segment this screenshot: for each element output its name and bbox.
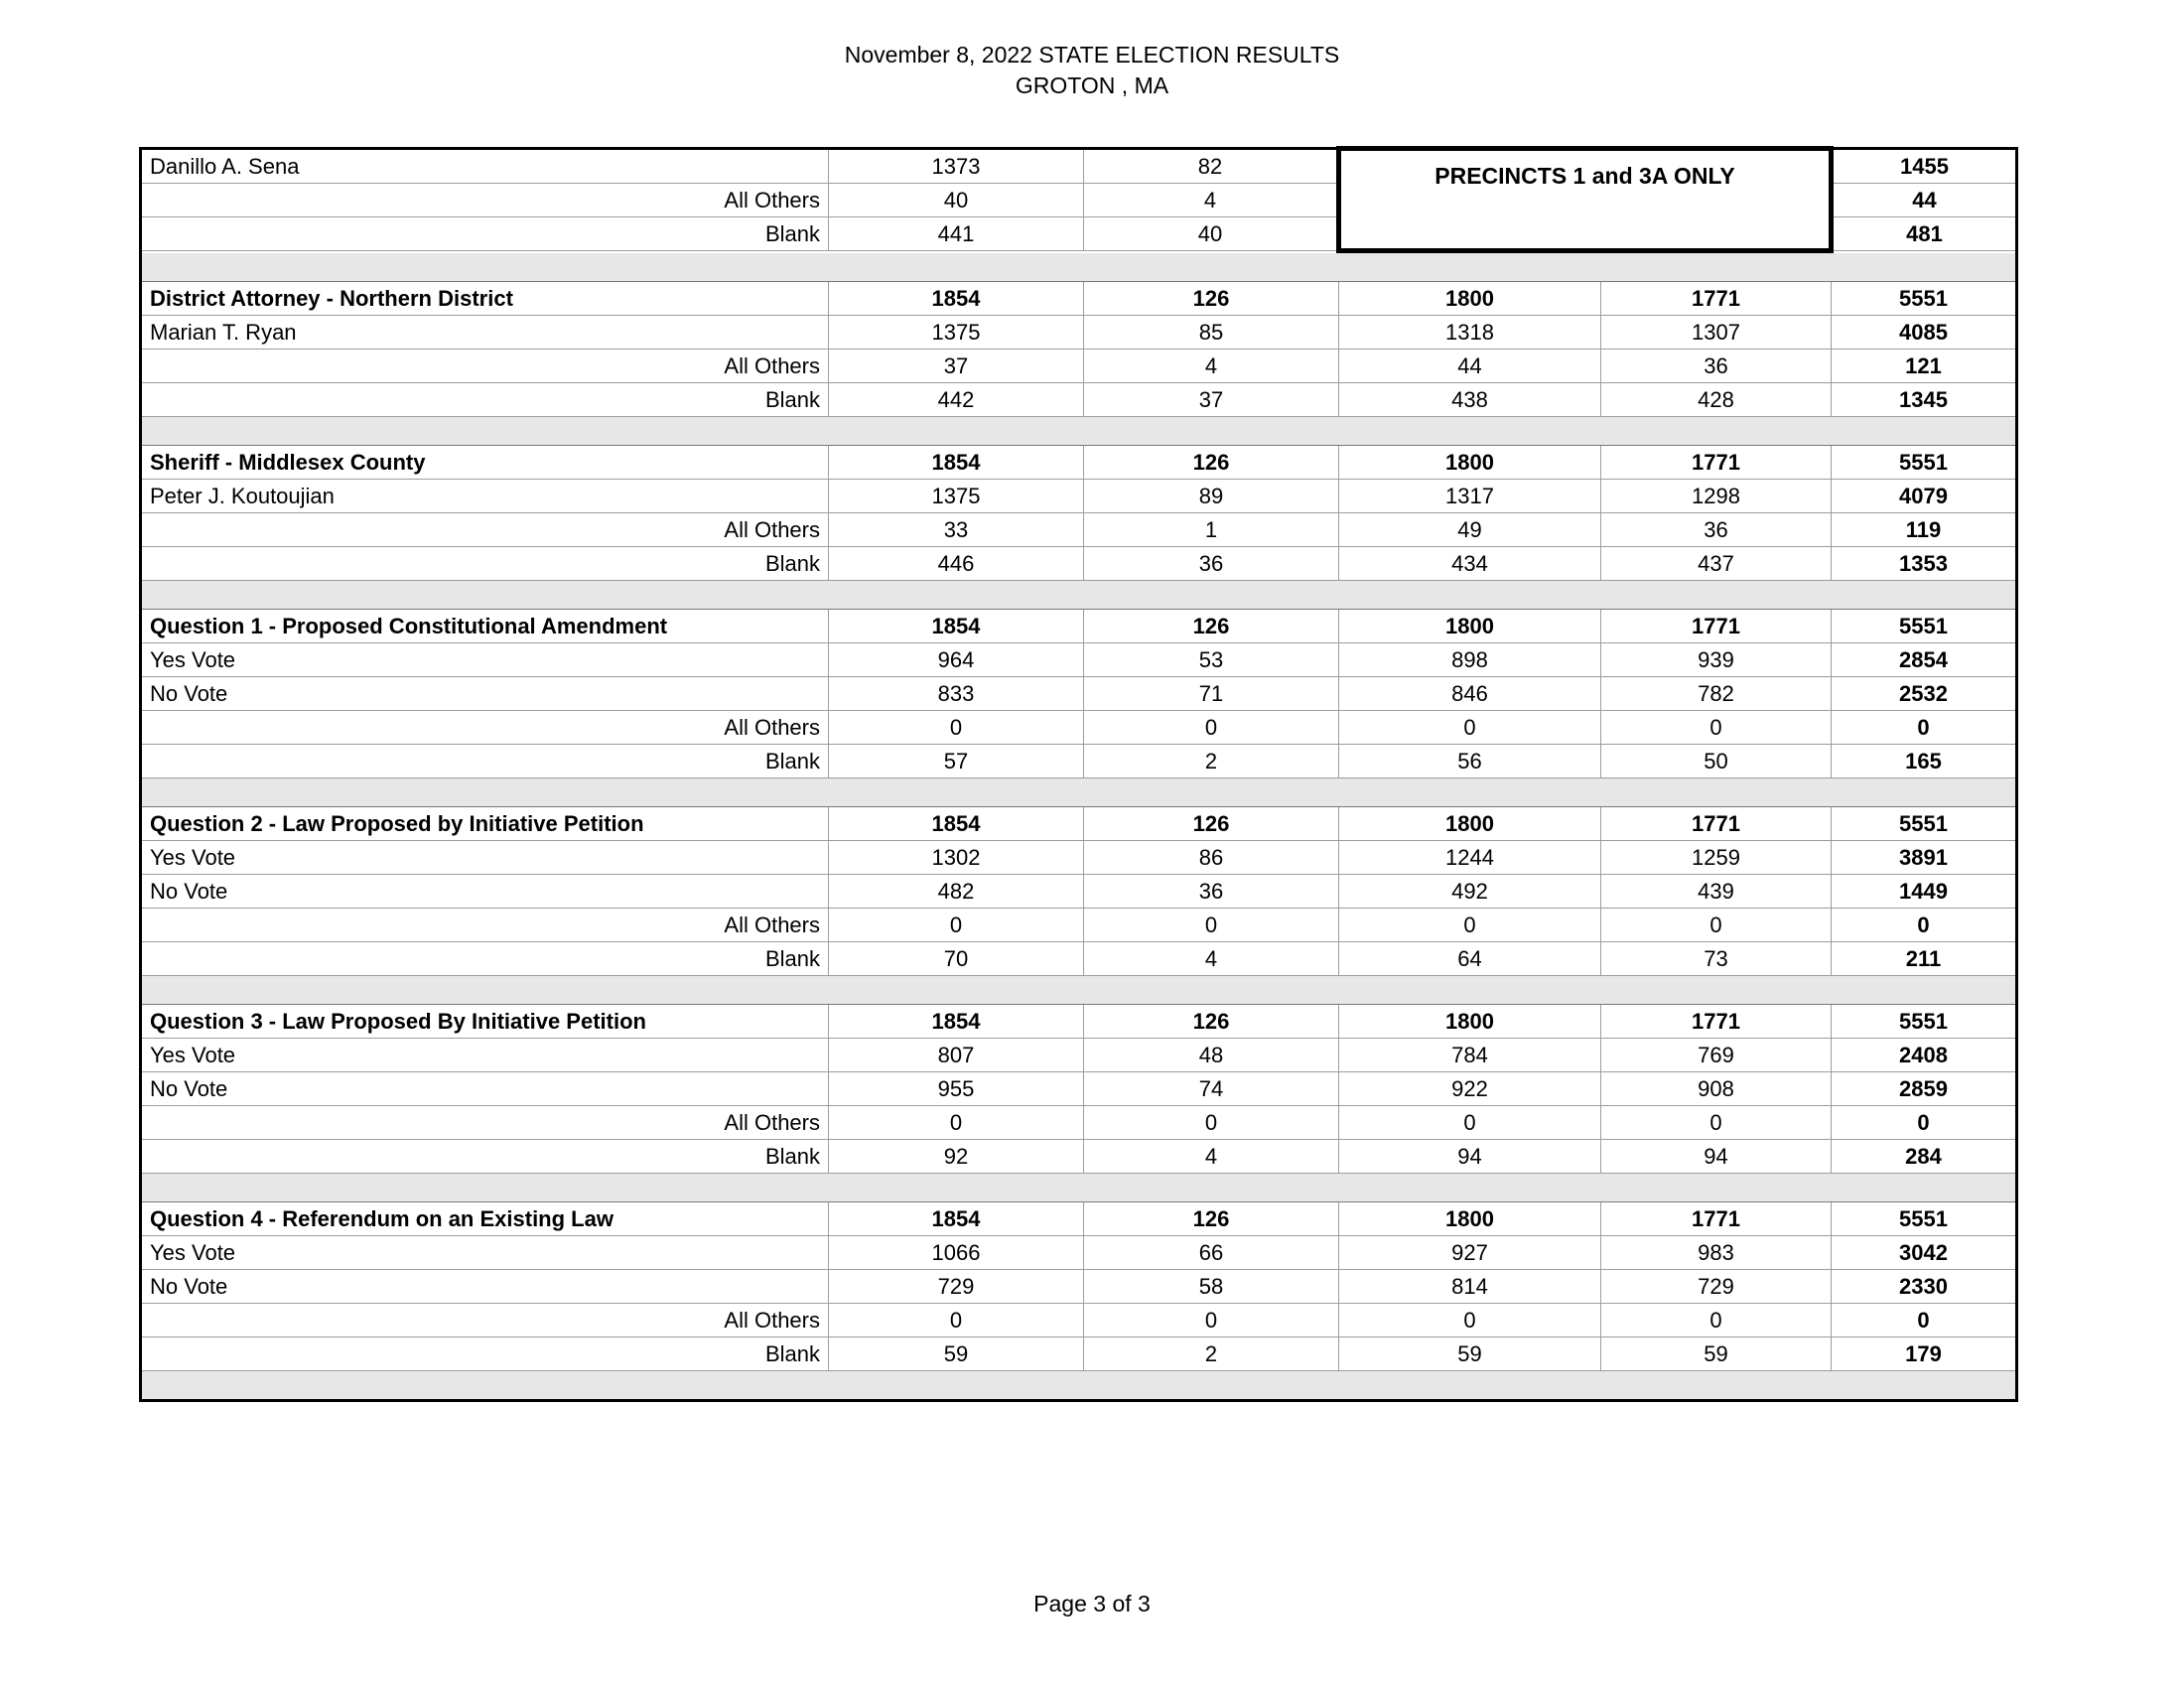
candidate-label-cell: All Others	[141, 909, 829, 942]
vote-count-cell: 729	[1601, 1270, 1832, 1304]
ballots-cast-cell: 126	[1084, 446, 1339, 480]
separator-row	[141, 251, 2017, 282]
candidate-label-cell: Blank	[141, 383, 829, 417]
vote-count-cell: 59	[829, 1337, 1084, 1371]
table-row	[141, 383, 2017, 417]
candidate-label-cell: Blank	[141, 217, 829, 251]
vote-count-cell: 0	[1339, 909, 1601, 942]
table-row	[141, 480, 2017, 513]
vote-count-cell: 64	[1339, 942, 1601, 976]
vote-count-cell: 1302	[829, 841, 1084, 875]
candidate-label-cell: Yes Vote	[141, 1039, 829, 1072]
separator-row	[141, 1174, 2017, 1202]
vote-count-cell: 1259	[1601, 841, 1832, 875]
vote-count-cell: 0	[829, 909, 1084, 942]
separator-row	[141, 581, 2017, 610]
ballots-cast-cell: 1800	[1339, 1202, 1601, 1236]
ballots-cast-cell: 5551	[1832, 610, 2017, 643]
total-cell: 1449	[1832, 875, 2017, 909]
separator-cell	[141, 1174, 2017, 1202]
candidate-label-cell: Peter J. Koutoujian	[141, 480, 829, 513]
vote-count-cell: 438	[1339, 383, 1601, 417]
total-cell: 2859	[1832, 1072, 2017, 1106]
ballots-cast-cell: 126	[1084, 610, 1339, 643]
vote-count-cell: 36	[1084, 547, 1339, 581]
vote-count-cell: 2	[1084, 1337, 1339, 1371]
vote-count-cell: 40	[1084, 217, 1339, 251]
candidate-label-cell: No Vote	[141, 875, 829, 909]
vote-count-cell: 4	[1084, 184, 1339, 217]
ballots-cast-cell: 1800	[1339, 807, 1601, 841]
race-title-cell: Question 1 - Proposed Constitutional Amendment	[141, 610, 829, 643]
vote-count-cell: 59	[1339, 1337, 1601, 1371]
vote-count-cell: 36	[1601, 513, 1832, 547]
vote-count-cell: 50	[1601, 745, 1832, 778]
total-cell: 2532	[1832, 677, 2017, 711]
table-row	[141, 909, 2017, 942]
total-cell: 1345	[1832, 383, 2017, 417]
vote-count-cell: 36	[1601, 350, 1832, 383]
vote-count-cell: 0	[1601, 711, 1832, 745]
ballots-cast-cell: 1800	[1339, 446, 1601, 480]
ballots-cast-cell: 1800	[1339, 1005, 1601, 1039]
vote-count-cell: 922	[1339, 1072, 1601, 1106]
ballots-cast-cell: 1854	[829, 807, 1084, 841]
separator-row	[141, 976, 2017, 1005]
separator-row	[141, 778, 2017, 807]
ballots-cast-cell: 1771	[1601, 1005, 1832, 1039]
section-header-row	[141, 1005, 2017, 1039]
vote-count-cell: 1066	[829, 1236, 1084, 1270]
candidate-label-cell: No Vote	[141, 1270, 829, 1304]
vote-count-cell: 0	[829, 1106, 1084, 1140]
vote-count-cell: 0	[1084, 711, 1339, 745]
ballots-cast-cell: 5551	[1832, 1202, 2017, 1236]
vote-count-cell: 492	[1339, 875, 1601, 909]
vote-count-cell: 4	[1084, 942, 1339, 976]
vote-count-cell: 807	[829, 1039, 1084, 1072]
total-cell: 119	[1832, 513, 2017, 547]
vote-count-cell: 434	[1339, 547, 1601, 581]
vote-count-cell: 0	[1339, 1304, 1601, 1337]
vote-count-cell: 939	[1601, 643, 1832, 677]
vote-count-cell: 94	[1339, 1140, 1601, 1174]
candidate-label-cell: Yes Vote	[141, 841, 829, 875]
vote-count-cell: 1318	[1339, 316, 1601, 350]
vote-count-cell: 833	[829, 677, 1084, 711]
vote-count-cell: 74	[1084, 1072, 1339, 1106]
precincts-note: PRECINCTS 1 and 3A ONLY	[1339, 149, 1832, 251]
table-row	[141, 149, 2017, 184]
section-header-row	[141, 807, 2017, 841]
ballots-cast-cell: 5551	[1832, 282, 2017, 316]
vote-count-cell: 70	[829, 942, 1084, 976]
candidate-label-cell: Danillo A. Sena	[141, 149, 829, 184]
total-cell: 2854	[1832, 643, 2017, 677]
vote-count-cell: 729	[829, 1270, 1084, 1304]
total-cell: 121	[1832, 350, 2017, 383]
candidate-label-cell: All Others	[141, 1106, 829, 1140]
vote-count-cell: 1	[1084, 513, 1339, 547]
vote-count-cell: 0	[1084, 909, 1339, 942]
vote-count-cell: 37	[829, 350, 1084, 383]
ballots-cast-cell: 1771	[1601, 446, 1832, 480]
vote-count-cell: 94	[1601, 1140, 1832, 1174]
candidate-label-cell: Yes Vote	[141, 1236, 829, 1270]
vote-count-cell: 1317	[1339, 480, 1601, 513]
vote-count-cell: 0	[829, 711, 1084, 745]
table-row	[141, 1140, 2017, 1174]
vote-count-cell: 441	[829, 217, 1084, 251]
ballots-cast-cell: 1800	[1339, 610, 1601, 643]
table-row	[141, 1072, 2017, 1106]
ballots-cast-cell: 126	[1084, 1202, 1339, 1236]
table-row	[141, 547, 2017, 581]
vote-count-cell: 439	[1601, 875, 1832, 909]
race-title-cell: Question 2 - Law Proposed by Initiative Petition	[141, 807, 829, 841]
total-cell: 1353	[1832, 547, 2017, 581]
total-cell: 0	[1832, 909, 2017, 942]
ballots-cast-cell: 126	[1084, 1005, 1339, 1039]
total-cell: 4085	[1832, 316, 2017, 350]
vote-count-cell: 955	[829, 1072, 1084, 1106]
race-title-cell: District Attorney - Northern District	[141, 282, 829, 316]
table-row	[141, 942, 2017, 976]
vote-count-cell: 908	[1601, 1072, 1832, 1106]
vote-count-cell: 846	[1339, 677, 1601, 711]
vote-count-cell: 482	[829, 875, 1084, 909]
race-title-cell: Sheriff - Middlesex County	[141, 446, 829, 480]
total-cell: 179	[1832, 1337, 2017, 1371]
ballots-cast-cell: 1800	[1339, 282, 1601, 316]
separator-row	[141, 417, 2017, 446]
table-row	[141, 1106, 2017, 1140]
ballots-cast-cell: 126	[1084, 807, 1339, 841]
ballots-cast-cell: 5551	[1832, 807, 2017, 841]
vote-count-cell: 1307	[1601, 316, 1832, 350]
candidate-label-cell: Blank	[141, 547, 829, 581]
separator-cell	[141, 581, 2017, 610]
vote-count-cell: 36	[1084, 875, 1339, 909]
table-row	[141, 841, 2017, 875]
vote-count-cell: 784	[1339, 1039, 1601, 1072]
vote-count-cell: 48	[1084, 1039, 1339, 1072]
page-footer: Page 3 of 3	[1033, 1591, 1151, 1617]
candidate-label-cell: No Vote	[141, 1072, 829, 1106]
vote-count-cell: 442	[829, 383, 1084, 417]
total-cell: 4079	[1832, 480, 2017, 513]
candidate-label-cell: Blank	[141, 942, 829, 976]
table-row	[141, 350, 2017, 383]
vote-count-cell: 89	[1084, 480, 1339, 513]
vote-count-cell: 44	[1339, 350, 1601, 383]
vote-count-cell: 59	[1601, 1337, 1832, 1371]
section-header-row	[141, 610, 2017, 643]
table-row	[141, 1236, 2017, 1270]
candidate-label-cell: No Vote	[141, 677, 829, 711]
vote-count-cell: 92	[829, 1140, 1084, 1174]
ballots-cast-cell: 5551	[1832, 446, 2017, 480]
vote-count-cell: 0	[1084, 1106, 1339, 1140]
ballots-cast-cell: 1854	[829, 610, 1084, 643]
candidate-label-cell: Marian T. Ryan	[141, 316, 829, 350]
total-cell: 165	[1832, 745, 2017, 778]
total-cell: 2330	[1832, 1270, 2017, 1304]
ballots-cast-cell: 1854	[829, 446, 1084, 480]
total-cell: 284	[1832, 1140, 2017, 1174]
ballots-cast-cell: 1854	[829, 282, 1084, 316]
total-cell: 3042	[1832, 1236, 2017, 1270]
total-cell: 1455	[1832, 149, 2017, 184]
candidate-label-cell: All Others	[141, 513, 829, 547]
table-row	[141, 643, 2017, 677]
vote-count-cell: 983	[1601, 1236, 1832, 1270]
vote-count-cell: 71	[1084, 677, 1339, 711]
vote-count-cell: 66	[1084, 1236, 1339, 1270]
total-cell: 0	[1832, 711, 2017, 745]
candidate-label-cell: Blank	[141, 1337, 829, 1371]
total-cell: 3891	[1832, 841, 2017, 875]
vote-count-cell: 53	[1084, 643, 1339, 677]
vote-count-cell: 49	[1339, 513, 1601, 547]
vote-count-cell: 0	[1601, 1304, 1832, 1337]
vote-count-cell: 85	[1084, 316, 1339, 350]
separator-cell	[141, 251, 2017, 282]
doc-title	[0, 40, 2184, 101]
vote-count-cell: 73	[1601, 942, 1832, 976]
table-row	[141, 1337, 2017, 1371]
ballots-cast-cell: 1854	[829, 1202, 1084, 1236]
race-title-cell: Question 4 - Referendum on an Existing Law	[141, 1202, 829, 1236]
vote-count-cell: 4	[1084, 350, 1339, 383]
vote-count-cell: 82	[1084, 149, 1339, 184]
table-row	[141, 513, 2017, 547]
candidate-label-cell: All Others	[141, 350, 829, 383]
vote-count-cell: 2	[1084, 745, 1339, 778]
ballots-cast-cell: 1771	[1601, 807, 1832, 841]
candidate-label-cell: Blank	[141, 745, 829, 778]
vote-count-cell: 964	[829, 643, 1084, 677]
table-row	[141, 316, 2017, 350]
separator-cell	[141, 976, 2017, 1005]
table-row	[141, 711, 2017, 745]
candidate-label-cell: Blank	[141, 1140, 829, 1174]
section-header-row	[141, 282, 2017, 316]
total-cell: 211	[1832, 942, 2017, 976]
doc-title-line1: November 8, 2022 STATE ELECTION RESULTS	[844, 42, 1340, 68]
vote-count-cell: 437	[1601, 547, 1832, 581]
vote-count-cell: 1244	[1339, 841, 1601, 875]
separator-cell	[141, 778, 2017, 807]
vote-count-cell: 927	[1339, 1236, 1601, 1270]
vote-count-cell: 57	[829, 745, 1084, 778]
ballots-cast-cell: 126	[1084, 282, 1339, 316]
vote-count-cell: 1375	[829, 316, 1084, 350]
vote-count-cell: 769	[1601, 1039, 1832, 1072]
ballots-cast-cell: 1771	[1601, 282, 1832, 316]
total-cell: 0	[1832, 1304, 2017, 1337]
table-row	[141, 677, 2017, 711]
table-row	[141, 875, 2017, 909]
table-row	[141, 1270, 2017, 1304]
vote-count-cell: 0	[829, 1304, 1084, 1337]
section-header-row	[141, 446, 2017, 480]
vote-count-cell: 40	[829, 184, 1084, 217]
vote-count-cell: 446	[829, 547, 1084, 581]
vote-count-cell: 0	[1339, 1106, 1601, 1140]
total-cell: 481	[1832, 217, 2017, 251]
vote-count-cell: 4	[1084, 1140, 1339, 1174]
total-cell: 0	[1832, 1106, 2017, 1140]
candidate-label-cell: All Others	[141, 1304, 829, 1337]
vote-count-cell: 86	[1084, 841, 1339, 875]
candidate-label-cell: Yes Vote	[141, 643, 829, 677]
vote-count-cell: 1375	[829, 480, 1084, 513]
ballots-cast-cell: 1854	[829, 1005, 1084, 1039]
vote-count-cell: 33	[829, 513, 1084, 547]
vote-count-cell: 1373	[829, 149, 1084, 184]
separator-cell	[141, 1371, 2017, 1401]
table-row	[141, 1039, 2017, 1072]
doc-title-line2: GROTON , MA	[1015, 72, 1169, 98]
ballots-cast-cell: 1771	[1601, 1202, 1832, 1236]
vote-count-cell: 58	[1084, 1270, 1339, 1304]
table-row	[141, 745, 2017, 778]
vote-count-cell: 428	[1601, 383, 1832, 417]
race-title-cell: Question 3 - Law Proposed By Initiative Petition	[141, 1005, 829, 1039]
separator-cell	[141, 417, 2017, 446]
vote-count-cell: 56	[1339, 745, 1601, 778]
table-row	[141, 1304, 2017, 1337]
vote-count-cell: 898	[1339, 643, 1601, 677]
total-cell: 2408	[1832, 1039, 2017, 1072]
vote-count-cell: 0	[1339, 711, 1601, 745]
candidate-label-cell: All Others	[141, 711, 829, 745]
vote-count-cell: 0	[1084, 1304, 1339, 1337]
vote-count-cell: 37	[1084, 383, 1339, 417]
vote-count-cell: 0	[1601, 909, 1832, 942]
separator-row	[141, 1371, 2017, 1401]
section-header-row	[141, 1202, 2017, 1236]
vote-count-cell: 782	[1601, 677, 1832, 711]
results-table	[139, 146, 2018, 1402]
total-cell: 44	[1832, 184, 2017, 217]
vote-count-cell: 814	[1339, 1270, 1601, 1304]
candidate-label-cell: All Others	[141, 184, 829, 217]
vote-count-cell: 1298	[1601, 480, 1832, 513]
ballots-cast-cell: 5551	[1832, 1005, 2017, 1039]
vote-count-cell: 0	[1601, 1106, 1832, 1140]
ballots-cast-cell: 1771	[1601, 610, 1832, 643]
